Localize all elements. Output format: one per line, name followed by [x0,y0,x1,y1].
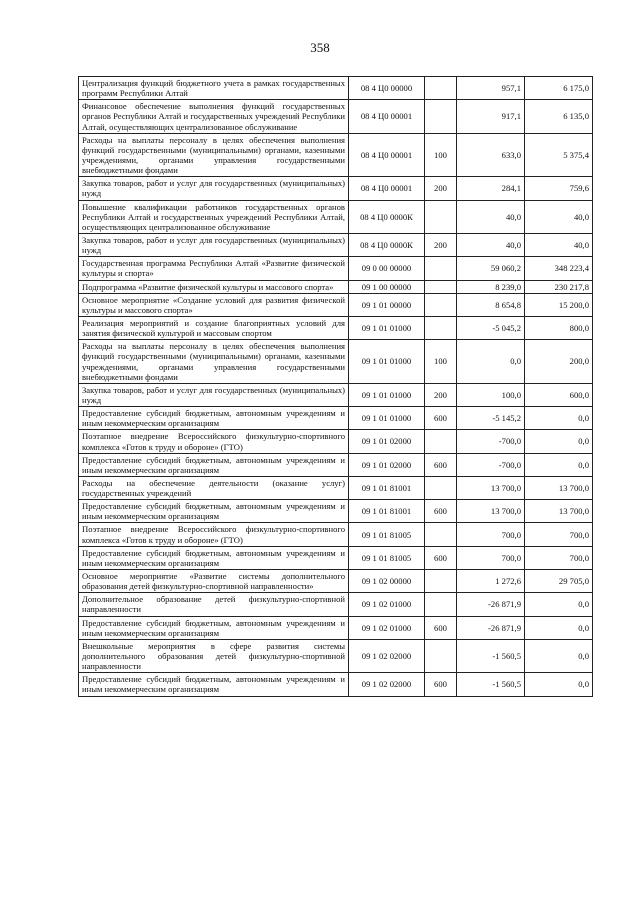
amount-total-cell: 0,0 [525,593,593,616]
amount-change-cell: 40,0 [457,200,525,233]
amount-change-cell: 8 239,0 [457,280,525,293]
amount-change-cell: 633,0 [457,133,525,177]
amount-total-cell: 0,0 [525,673,593,696]
target-code-cell: 09 1 02 00000 [349,570,425,593]
item-name-cell: Предоставление субсидий бюджетным, автономным учреждениям и иным некоммерческим организациям [79,546,349,569]
item-name-cell: Расходы на выплаты персоналу в целях обеспечения выполнения функций государственными (муниципальными) органами, казенными учреждениями, органами управления государственными внебюджетными фондами [79,340,349,384]
target-code-cell: 09 1 01 01000 [349,316,425,339]
expense-type-cell: 100 [425,340,457,384]
item-name-cell: Основное мероприятие «Создание условий для развития физической культуры и массового спорта» [79,293,349,316]
target-code-cell: 09 1 01 81001 [349,476,425,499]
table-row [79,233,593,256]
item-name-cell: Реализация мероприятий и создание благоприятных условий для занятия физической культурой и массовым спортом [79,316,349,339]
table-row [79,523,593,546]
amount-change-cell: -26 871,9 [457,593,525,616]
amount-total-cell: 0,0 [525,430,593,453]
amount-change-cell: 13 700,0 [457,500,525,523]
expense-type-cell [425,593,457,616]
amount-change-cell: 13 700,0 [457,476,525,499]
amount-total-cell: 6 175,0 [525,77,593,100]
item-name-cell: Централизация функций бюджетного учета в рамках государственных программ Республики Алтай [79,77,349,100]
expense-type-cell: 200 [425,177,457,200]
item-name-cell: Предоставление субсидий бюджетным, автономным учреждениям и иным некоммерческим организациям [79,453,349,476]
item-name-cell: Предоставление субсидий бюджетным, автономным учреждениям и иным некоммерческим организациям [79,407,349,430]
amount-total-cell: 13 700,0 [525,476,593,499]
item-name-cell: Финансовое обеспечение выполнения функций государственных органов Республики Алтай и государственных учреждений Республики Алтай, осуществляющих централизованное обслуживание [79,100,349,133]
item-name-cell: Расходы на выплаты персоналу в целях обеспечения выполнения функций государственными (муниципальными) органами, казенными учреждениями, органами управления государственными внебюджетными фондами [79,133,349,177]
target-code-cell: 08 4 Ц0 0000К [349,233,425,256]
item-name-cell: Подпрограмма «Развитие физической культуры и массового спорта» [79,280,349,293]
target-code-cell: 08 4 Ц0 00001 [349,100,425,133]
table-row [79,100,593,133]
amount-change-cell: 59 060,2 [457,257,525,280]
expense-type-cell: 600 [425,453,457,476]
amount-change-cell: 0,0 [457,340,525,384]
item-name-cell: Основное мероприятие «Развитие системы дополнительного образования детей физкультурно-спортивной направленности» [79,570,349,593]
amount-change-cell: -5 045,2 [457,316,525,339]
expense-type-cell [425,200,457,233]
amount-change-cell: -26 871,9 [457,616,525,639]
amount-total-cell: 0,0 [525,616,593,639]
item-name-cell: Государственная программа Республики Алтай «Развитие физической культуры и спорта» [79,257,349,280]
budget-table [78,76,593,697]
target-code-cell: 08 4 Ц0 0000К [349,200,425,233]
expense-type-cell [425,257,457,280]
table-row [79,77,593,100]
expense-type-cell: 600 [425,407,457,430]
page-number: 358 [310,40,330,55]
amount-total-cell: 348 223,4 [525,257,593,280]
item-name-cell: Дополнительное образование детей физкультурно-спортивной направленности [79,593,349,616]
item-name-cell: Закупка товаров, работ и услуг для государственных (муниципальных) нужд [79,177,349,200]
target-code-cell: 08 4 Ц0 00001 [349,133,425,177]
item-name-cell: Повышение квалификации работников государственных органов Республики Алтай и государственных учреждений Республики Алтай, осуществляющих централизованное обслуживание [79,200,349,233]
target-code-cell: 09 1 01 81005 [349,523,425,546]
table-row [79,453,593,476]
table-row [79,383,593,406]
item-name-cell: Внешкольные мероприятия в сфере развития системы дополнительного образования детей физкультурно-спортивной направленности [79,639,349,672]
amount-total-cell: 6 135,0 [525,100,593,133]
expense-type-cell: 600 [425,616,457,639]
expense-type-cell [425,476,457,499]
amount-change-cell: 700,0 [457,546,525,569]
item-name-cell: Закупка товаров, работ и услуг для государственных (муниципальных) нужд [79,233,349,256]
amount-total-cell: 759,6 [525,177,593,200]
amount-change-cell: -1 560,5 [457,639,525,672]
expense-type-cell [425,570,457,593]
expense-type-cell [425,316,457,339]
expense-type-cell: 600 [425,500,457,523]
amount-total-cell: 700,0 [525,523,593,546]
item-name-cell: Предоставление субсидий бюджетным, автономным учреждениям и иным некоммерческим организациям [79,673,349,696]
amount-total-cell: 200,0 [525,340,593,384]
amount-change-cell: 284,1 [457,177,525,200]
target-code-cell: 09 1 02 01000 [349,593,425,616]
table-row [79,500,593,523]
amount-change-cell: 700,0 [457,523,525,546]
amount-total-cell: 40,0 [525,233,593,256]
table-row [79,546,593,569]
amount-total-cell: 5 375,4 [525,133,593,177]
budget-table-body [79,77,593,697]
item-name-cell: Предоставление субсидий бюджетным, автономным учреждениям и иным некоммерческим организациям [79,616,349,639]
amount-change-cell: 40,0 [457,233,525,256]
target-code-cell: 09 1 01 02000 [349,453,425,476]
table-row [79,316,593,339]
amount-total-cell: 800,0 [525,316,593,339]
target-code-cell: 09 1 00 00000 [349,280,425,293]
table-row [79,476,593,499]
target-code-cell: 09 1 02 01000 [349,616,425,639]
amount-change-cell: 100,0 [457,383,525,406]
expense-type-cell [425,77,457,100]
amount-change-cell: 8 654,8 [457,293,525,316]
amount-change-cell: -700,0 [457,453,525,476]
expense-type-cell [425,430,457,453]
table-row [79,293,593,316]
amount-change-cell: 1 272,6 [457,570,525,593]
item-name-cell: Поэтапное внедрение Всероссийского физкультурно-спортивного комплекса «Готов к труду и обороне» (ГТО) [79,430,349,453]
table-row [79,570,593,593]
table-row [79,280,593,293]
target-code-cell: 08 4 Ц0 00000 [349,77,425,100]
item-name-cell: Поэтапное внедрение Всероссийского физкультурно-спортивного комплекса «Готов к труду и обороне» (ГТО) [79,523,349,546]
expense-type-cell [425,639,457,672]
table-row [79,340,593,384]
table-row [79,430,593,453]
target-code-cell: 09 1 01 81001 [349,500,425,523]
expense-type-cell: 600 [425,546,457,569]
item-name-cell: Предоставление субсидий бюджетным, автономным учреждениям и иным некоммерческим организациям [79,500,349,523]
target-code-cell: 09 1 01 00000 [349,293,425,316]
amount-total-cell: 40,0 [525,200,593,233]
table-row [79,593,593,616]
table-row [79,200,593,233]
amount-total-cell: 13 700,0 [525,500,593,523]
table-row [79,257,593,280]
amount-change-cell: 957,1 [457,77,525,100]
amount-total-cell: 0,0 [525,407,593,430]
expense-type-cell [425,280,457,293]
expense-type-cell [425,523,457,546]
amount-total-cell: 15 200,0 [525,293,593,316]
amount-change-cell: -1 560,5 [457,673,525,696]
amount-change-cell: -700,0 [457,430,525,453]
target-code-cell: 09 0 00 00000 [349,257,425,280]
target-code-cell: 09 1 01 02000 [349,430,425,453]
amount-total-cell: 0,0 [525,639,593,672]
amount-total-cell: 700,0 [525,546,593,569]
expense-type-cell: 200 [425,233,457,256]
table-row [79,616,593,639]
item-name-cell: Расходы на обеспечение деятельности (оказание услуг) государственных учреждений [79,476,349,499]
item-name-cell: Закупка товаров, работ и услуг для государственных (муниципальных) нужд [79,383,349,406]
amount-total-cell: 230 217,8 [525,280,593,293]
expense-type-cell: 600 [425,673,457,696]
table-row [79,407,593,430]
amount-total-cell: 600,0 [525,383,593,406]
table-row [79,639,593,672]
expense-type-cell: 100 [425,133,457,177]
target-code-cell: 09 1 01 01000 [349,383,425,406]
amount-total-cell: 0,0 [525,453,593,476]
target-code-cell: 09 1 02 02000 [349,639,425,672]
target-code-cell: 09 1 01 81005 [349,546,425,569]
target-code-cell: 08 4 Ц0 00001 [349,177,425,200]
amount-change-cell: 917,1 [457,100,525,133]
expense-type-cell [425,100,457,133]
table-row [79,673,593,696]
target-code-cell: 09 1 01 01000 [349,340,425,384]
expense-type-cell [425,293,457,316]
amount-total-cell: 29 705,0 [525,570,593,593]
target-code-cell: 09 1 02 02000 [349,673,425,696]
table-row [79,177,593,200]
target-code-cell: 09 1 01 01000 [349,407,425,430]
amount-change-cell: -5 145,2 [457,407,525,430]
table-row [79,133,593,177]
expense-type-cell: 200 [425,383,457,406]
